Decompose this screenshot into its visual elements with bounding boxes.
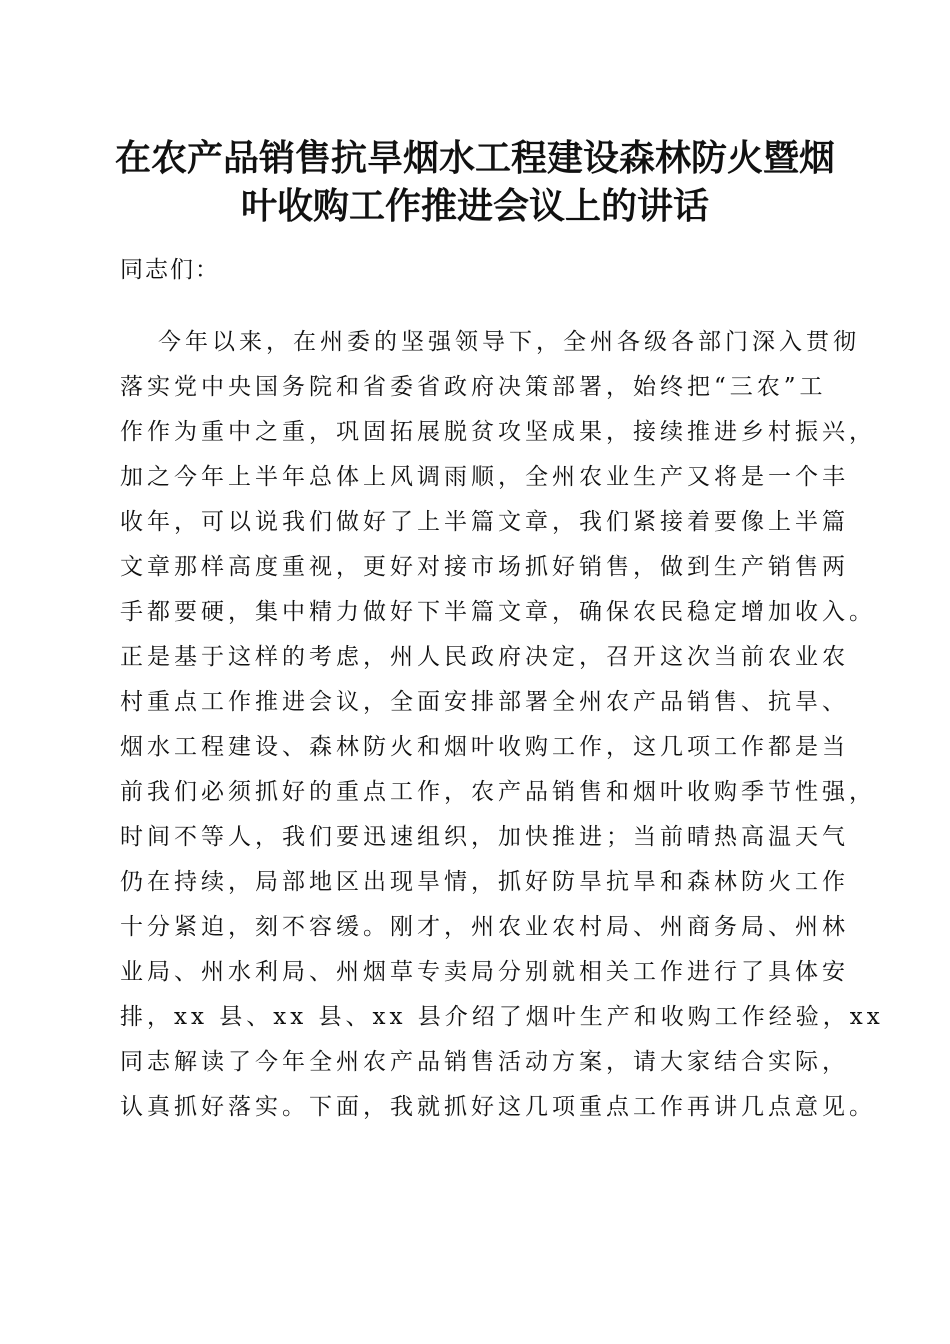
paragraph-line: 仍在持续，局部地区出现旱情，抓好防旱抗旱和森林防火工作 bbox=[120, 869, 849, 895]
paragraph-line: 收年，可以说我们做好了上半篇文章，我们紧接着要像上半篇 bbox=[120, 509, 849, 535]
paragraph-line: 同志解读了今年全州农产品销售活动方案，请大家结合实际， bbox=[120, 1049, 849, 1075]
paragraph-line: 烟水工程建设、森林防火和烟叶收购工作，这几项工作都是当 bbox=[120, 734, 849, 760]
paragraph-line: 时间不等人，我们要迅速组织，加快推进；当前晴热高温天气 bbox=[120, 824, 849, 850]
paragraph-line: 正是基于这样的考虑，州人民政府决定，召开这次当前农业农 bbox=[120, 644, 849, 670]
paragraph-line: 落实党中央国务院和省委省政府决策部署，始终把“三农”工 bbox=[120, 374, 827, 400]
paragraph-line: 排，xx 县、xx 县、xx 县介绍了烟叶生产和收购工作经验，xx bbox=[120, 1004, 884, 1030]
paragraph-line: 村重点工作推进会议，全面安排部署全州农产品销售、抗旱、 bbox=[120, 689, 849, 715]
paragraph-line: 作作为重中之重，巩固拓展脱贫攻坚成果，接续推进乡村振兴， bbox=[120, 419, 876, 445]
document-title-line-1: 在农产品销售抗旱烟水工程建设森林防火暨烟 bbox=[114, 137, 835, 179]
paragraph-line: 文章那样高度重视，更好对接市场抓好销售，做到生产销售两 bbox=[120, 554, 849, 580]
paragraph-line: 前我们必须抓好的重点工作，农产品销售和烟叶收购季节性强， bbox=[120, 779, 876, 805]
paragraph-line: 十分紧迫，刻不容缓。刚才，州农业农村局、州商务局、州林 bbox=[120, 914, 849, 940]
salutation: 同志们： bbox=[120, 257, 220, 283]
paragraph-line: 认真抓好落实。下面，我就抓好这几项重点工作再讲几点意见。 bbox=[120, 1094, 876, 1120]
paragraph-line: 业局、州水利局、州烟草专卖局分别就相关工作进行了具体安 bbox=[120, 959, 849, 985]
paragraph-line: 手都要硬，集中精力做好下半篇文章，确保农民稳定增加收入。 bbox=[120, 599, 876, 625]
paragraph-line: 加之今年上半年总体上风调雨顺，全州农业生产又将是一个丰 bbox=[120, 464, 849, 490]
document-title-line-2: 叶收购工作推进会议上的讲话 bbox=[240, 185, 709, 227]
paragraph-line: 今年以来，在州委的坚强领导下，全州各级各部门深入贯彻 bbox=[158, 329, 860, 355]
